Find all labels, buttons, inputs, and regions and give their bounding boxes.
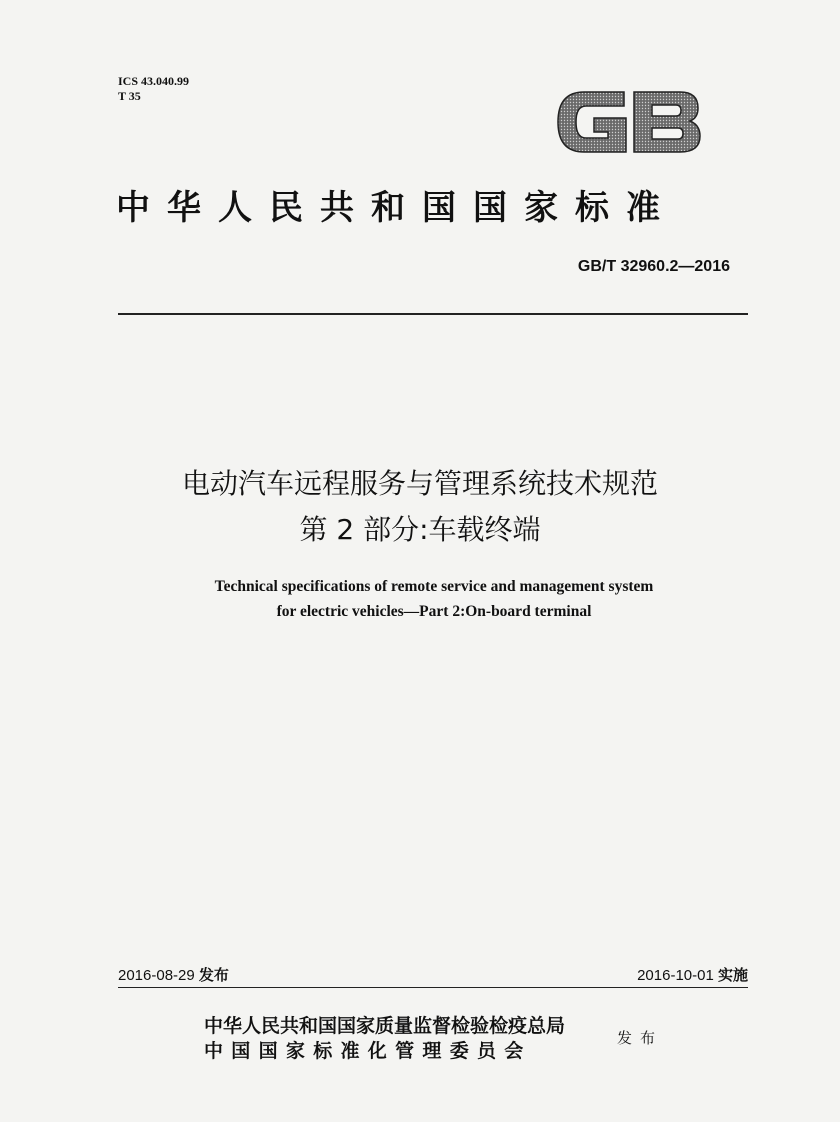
- header-codes: [118, 74, 189, 104]
- title-en-line1: Technical specifications of remote service and management system: [214, 578, 654, 595]
- issue-date: 2016-08-29: [118, 967, 195, 984]
- classification-code: T 35: [118, 89, 141, 103]
- title-en-line2: for electric vehicles—Part 2:On-board terminal: [276, 603, 592, 620]
- implement-date-line: [637, 964, 748, 985]
- title-cn-line1: 电动汽车远程服务与管理系统技术规范: [181, 467, 658, 500]
- implement-label: 实施: [717, 966, 748, 984]
- issue-label: 发布: [198, 966, 229, 984]
- divider-top: [118, 313, 748, 315]
- divider-bottom: [118, 987, 748, 988]
- ics-code: ICS 43.040.99: [118, 74, 190, 88]
- implement-date: 2016-10-01: [637, 967, 714, 984]
- issuer-line1: 中华人民共和国国家质量监督检验检疫总局: [204, 1015, 566, 1037]
- issuer-line2: 中国国家标准化管理委员会: [204, 1040, 532, 1062]
- title-cn-line2: 第 2 部分:车载终端: [299, 513, 541, 546]
- gb-logo-icon: [554, 86, 704, 158]
- standard-number: GB/T 32960.2—2016: [577, 258, 730, 275]
- publish-label: 发布: [617, 1029, 664, 1047]
- standard-category-title: 中华人民共和国国家标准: [116, 188, 677, 228]
- issue-date-line: [118, 964, 229, 985]
